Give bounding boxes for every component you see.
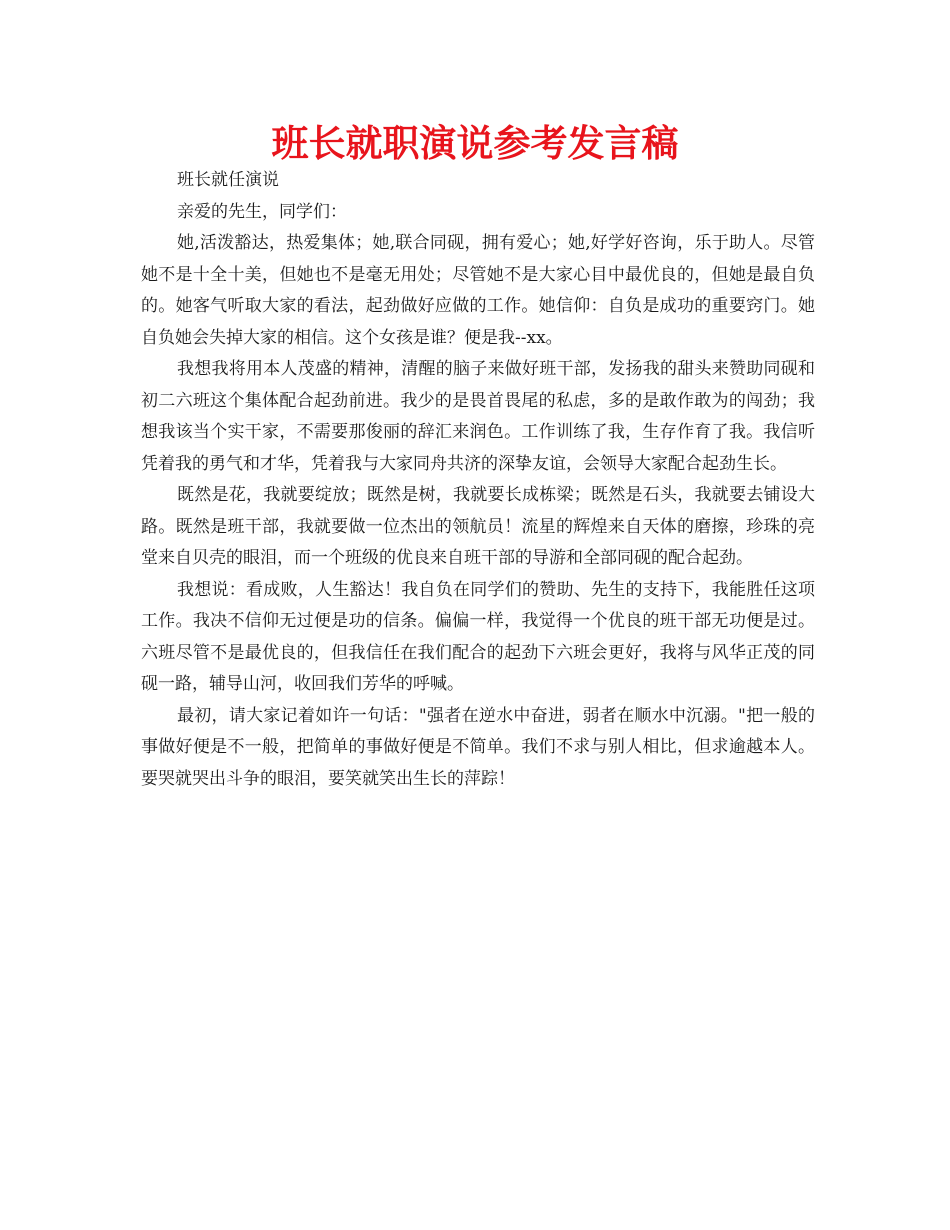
paragraph-greeting: 亲爱的先生，同学们： (177, 201, 347, 222)
paragraph-belief: 我想说：看成败，人生豁达！我自负在同学们的赞助、先生的支持下，我能胜任这项工作。我决不信仰无过便是功的信条。偏偏一样，我觉得一个优良的班干部无功便是过。六班尽管不是最优良的，但我信任在我们配合的起劲下六班会更好，我将与风华正茂的同砚一路，辅导山河，收回我们芳华的呼喊。 (141, 579, 815, 694)
paragraph-commitment: 我想我将用本人茂盛的精神，清醒的脑子来做好班干部，发扬我的甜头来赞助同砚和初二六班这个集体配合起劲前进。我少的是畏首畏尾的私虑，多的是敢作敢为的闯劲；我想我该当个实干家，不需要那俊丽的辞汇来润色。工作训练了我，生存作育了我。我信听凭着我的勇气和才华，凭着我与大家同舟共济的深挚友谊，会领导大家配合起劲生长。 (141, 359, 815, 474)
paragraph-aspiration: 既然是花，我就要绽放；既然是树，我就要长成栋梁；既然是石头，我就要去铺设大路。既然是班干部，我就要做一位杰出的领航员！流星的辉煌来自天体的磨擦，珍珠的亮堂来自贝壳的眼泪，而一个班级的优良来自班干部的导游和全部同砚的配合起劲。 (141, 485, 815, 568)
document-body (141, 165, 815, 795)
paragraph-subtitle: 班长就任演说 (177, 170, 279, 190)
paragraph-closing: 最初，请大家记着如许一句话："强者在逆水中奋进，弱者在顺水中沉溺。"把一般的事做好便是不一般，把简单的事做好便是不简单。我们不求与别人相比，但求逾越本人。要哭就哭出斗争的眼泪，要笑就笑出生长的萍踪！ (141, 705, 815, 789)
paragraph-intro: 她,活泼豁达，热爱集体；她,联合同砚，拥有爱心；她,好学好咨询，乐于助人。尽管她不是十全十美，但她也不是毫无用处；尽管她不是大家心目中最优良的，但她是最自负的。她客气听取大家的看法，起劲做好应做的工作。她信仰：自负是成功的重要窍门。她自负她会失掉大家的相信。这个女孩是谁？便是我--xx。 (141, 233, 815, 348)
document-title: 班长就职演说参考发言稿 (271, 122, 679, 165)
